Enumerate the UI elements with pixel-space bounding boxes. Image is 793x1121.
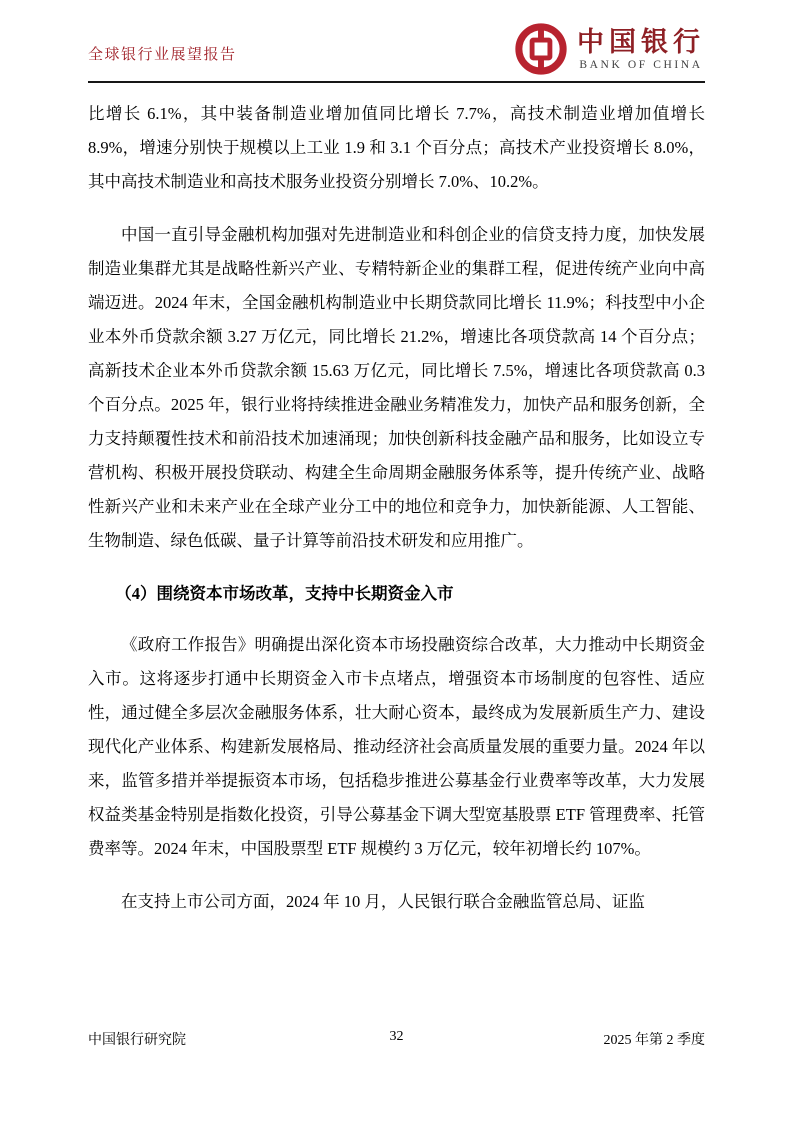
logo-chinese-name: 中国银行 <box>577 26 705 57</box>
logo-english-name: BANK OF CHINA <box>579 59 703 72</box>
body-content <box>88 97 705 919</box>
header-divider <box>88 81 705 83</box>
paragraph-listed-companies: 在支持上市公司方面，2024 年 10 月，人民银行联合金融监管总局、证监 <box>121 892 645 911</box>
section-heading-capital-market-reform: （4）围绕资本市场改革，支持中长期资金入市 <box>115 584 454 603</box>
paragraph-capital-market: 《政府工作报告》明确提出深化资本市场投融资综合改革，大力推动中长期资金入市。这将逐步打通中长期资金入市卡点堵点，增强资本市场制度的包容性、适应性，通过健全多层次金融服务体系，壮大耐心资本，最终成为发展新质生产力、建设现代化产业体系、构建新发展格局、推动经济社会高质量发展的重要力量。2024 年以来，监管多措并举提振资本市场，包括稳步推进公募基金行业费率等改革，大力发展权益类基金特别是指数化投资，引导公募基金下调大型宽基股票 ETF 管理费率、托管费率等。2024 年末，中国股票型 ETF 规模约 3 万亿元，较年初增长约 107%。 <box>88 635 705 858</box>
footer-institute: 中国银行研究院 <box>88 1033 186 1048</box>
bank-of-china-logo <box>514 22 705 76</box>
paragraph-credit-support: 中国一直引导金融机构加强对先进制造业和科创企业的信贷支持力度，加快发展制造业集群尤其是战略性新兴产业、专精特新企业的集群工程，促进传统产业向中高端迈进。2024 年末，全国金融机构制造业中长期贷款同比增长 11.9%；科技型中小企业本外币贷款余额 3.27 万亿元，同比增长 21.2%，增速比各项贷款高 14 个百分点；高新技术企业本外币贷款余额 15.63 万亿元，同比增长 7.5%，增速比各项贷款高 0.3 个百分点。2025 年，银行业将持续推进金融业务精准发力，加快产品和服务创新，全力支持颠覆性技术和前沿技术加速涌现；加快创新科技金融产品和服务，比如设立专营机构、积极开展投贷联动、构建全生命周期金融服务体系等，提升传统产业、战略性新兴产业和未来产业在全球产业分工中的地位和竞争力，加快新能源、人工智能、生物制造、绿色低碳、量子计算等前沿技术研发和应用推广。 <box>88 225 705 550</box>
logo-wordmark <box>577 27 705 71</box>
page-footer <box>88 1029 705 1049</box>
footer-issue-date: 2025 年第 2 季度 <box>603 1033 705 1048</box>
page-number: 32 <box>389 1029 404 1044</box>
report-title: 全球银行业展望报告 <box>88 47 237 63</box>
page-header <box>88 22 705 76</box>
paragraph-growth-continuation: 比增长 6.1%，其中装备制造业增加值同比增长 7.7%，高技术制造业增加值增长 8.9%，增速分别快于规模以上工业 1.9 和 3.1 个百分点；高技术产业投资增长 8.0%，其中高技术制造业和高技术服务业投资分别增长 7.0%、10.2%。 <box>88 104 705 191</box>
boc-emblem-icon <box>514 22 568 76</box>
